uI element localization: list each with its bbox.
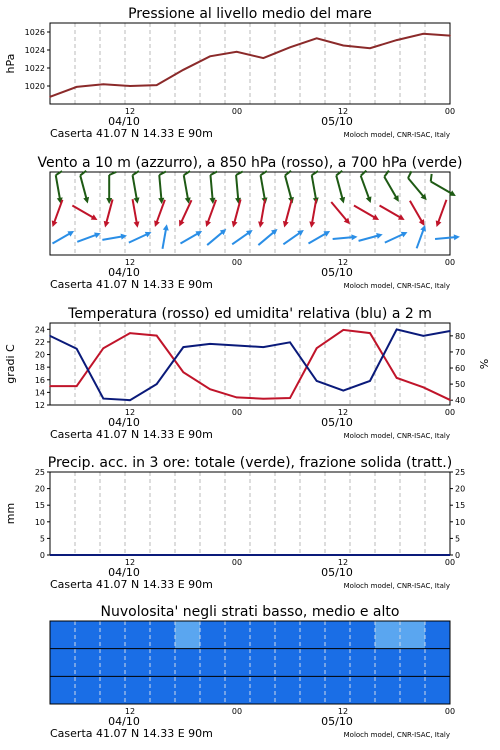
wind-head (454, 234, 461, 241)
humidity-point (263, 346, 265, 348)
panel-title: Vento a 10 m (azzurro), a 850 hPa (rosso), a 700 hPa (verde) (37, 155, 463, 171)
wind-arrow-10-m (128, 229, 153, 245)
wind-arrow-850-hPa (203, 199, 219, 228)
wind-arrow-10-m (414, 224, 428, 250)
x-tick-label: 00 (444, 408, 456, 417)
wind-arrow-850-hPa (281, 199, 294, 229)
wind-shaft (72, 206, 95, 219)
wind-arrow-850-hPa (130, 199, 141, 229)
pressure-point (449, 35, 451, 37)
y-tick-label: 20 (34, 350, 45, 360)
y-tick-label: 14 (34, 388, 45, 398)
wind-head (257, 221, 264, 228)
wind-shaft (184, 175, 189, 201)
y-tick-label: 15 (34, 501, 45, 511)
panel-title: Precip. acc. in 3 ore: totale (verde), frazione solida (tratt.) (47, 455, 453, 471)
temperature-point (396, 377, 398, 379)
date-label: 04/10 (108, 566, 140, 579)
wind-head (398, 214, 406, 222)
y-right-tick-label: 20 (455, 484, 466, 494)
wind-shaft (417, 228, 425, 249)
temperature-point (183, 371, 185, 373)
wind-arrow-10-m (102, 233, 128, 243)
humidity-point (103, 398, 105, 400)
wind-shaft (336, 175, 343, 200)
wind-head (50, 220, 58, 228)
wind-shaft (156, 200, 165, 224)
wind-arrow-10-m (435, 234, 460, 242)
y-tick-label: 1024 (24, 46, 45, 55)
y-tick-label: 25 (34, 468, 45, 477)
wind-arrow-10-m (230, 228, 254, 247)
wind-shaft (380, 206, 403, 219)
temperature-point (343, 329, 345, 331)
humidity-point (236, 345, 238, 347)
wind-shaft (180, 233, 199, 244)
wind-shaft (285, 175, 292, 200)
location-label: Caserta 41.07 N 14.33 E 90m (50, 727, 213, 740)
plot-area (50, 23, 450, 104)
x-tick-label: 12 (337, 258, 349, 267)
plot-frame (50, 323, 450, 405)
temperature-point (449, 399, 451, 401)
wind-arrow-700-hPa (333, 171, 351, 204)
model-credit: Moloch model, CNR-ISAC, Italy (343, 731, 450, 739)
wind-shaft (80, 175, 87, 200)
wind-head (94, 230, 102, 238)
wind-arrow-850-hPa (352, 203, 380, 223)
humidity-point (129, 399, 131, 401)
wind-shaft (236, 175, 238, 201)
cloud-cell-light (400, 621, 425, 649)
date-label: 05/10 (321, 266, 353, 279)
x-tick-label: 00 (444, 707, 456, 716)
cloud-cell-light (375, 621, 400, 649)
wind-arrow-10-m (358, 231, 384, 243)
wind-shaft (261, 175, 266, 201)
x-tick-label: 12 (337, 408, 349, 417)
x-tick-label: 00 (444, 558, 456, 567)
wind-arrow-700-hPa (77, 171, 95, 204)
wind-arrow-700-hPa (281, 171, 299, 204)
wind-head (376, 231, 383, 238)
x-tick-label: 12 (337, 558, 349, 567)
temperature-point (289, 397, 291, 399)
temperature-point (263, 398, 265, 400)
date-label: 05/10 (321, 115, 353, 128)
wind-head (163, 224, 170, 231)
y-axis-label: gradi C (4, 344, 17, 384)
wind-arrow-10-m (51, 228, 76, 246)
wind-shaft (312, 199, 317, 225)
wind-shaft (361, 176, 370, 200)
wind-head (177, 220, 185, 228)
wind-head (351, 234, 358, 241)
location-label: Caserta 41.07 N 14.33 E 90m (50, 428, 213, 441)
date-label: 04/10 (108, 266, 140, 279)
wind-shaft (258, 231, 275, 245)
y-tick-label: 0 (39, 551, 45, 560)
wind-arrow-700-hPa (233, 171, 246, 204)
wind-shaft (410, 201, 423, 224)
wind-shaft (435, 237, 457, 239)
x-tick-label: 00 (231, 558, 243, 567)
wind-arrow-10-m (307, 228, 332, 246)
wind-arrow-700-hPa (129, 171, 144, 204)
humidity-point (316, 380, 318, 382)
pressure-point (316, 38, 318, 40)
wind-shaft (312, 175, 317, 201)
wind-head (91, 214, 99, 222)
date-label: 05/10 (321, 566, 353, 579)
wind-head (339, 197, 346, 204)
wind-arrow-850-hPa (152, 199, 168, 228)
model-credit: Moloch model, CNR-ISAC, Italy (343, 432, 450, 440)
y-tick-label: 1026 (24, 28, 45, 37)
humidity-point (396, 329, 398, 331)
pressure-point (156, 84, 158, 86)
y-right-tick-label: 80 (455, 331, 466, 341)
wind-head (134, 221, 141, 228)
temperature-point (76, 385, 78, 387)
y-tick-label: 16 (34, 375, 45, 385)
wind-head (434, 220, 442, 228)
date-label: 04/10 (108, 115, 140, 128)
wind-head (372, 214, 380, 222)
model-credit: Moloch model, CNR-ISAC, Italy (343, 582, 450, 590)
wind-arrow-850-hPa (257, 199, 268, 229)
wind-shaft (261, 199, 266, 225)
humidity-point (49, 335, 51, 337)
temperature-point (423, 387, 425, 389)
humidity-point (449, 330, 451, 332)
wind-shaft (181, 200, 192, 224)
y-right-tick-label: 5 (455, 534, 461, 544)
wind-arrow-10-m (160, 224, 170, 250)
y-right-tick-label: 70 (455, 347, 466, 357)
wind-arrow-700-hPa (156, 171, 169, 204)
wind-arrow-700-hPa (52, 171, 67, 204)
date-label: 05/10 (321, 715, 353, 728)
wind-shaft (162, 227, 166, 249)
x-tick-label: 12 (124, 408, 136, 417)
wind-shaft (102, 236, 124, 240)
pressure-point (76, 86, 78, 88)
wind-shaft (285, 199, 292, 224)
wind-shaft (207, 231, 224, 245)
wind-head (152, 220, 160, 228)
wind-shaft (232, 232, 250, 245)
wind-arrow-850-hPa (71, 203, 99, 223)
humidity-point (76, 348, 78, 350)
wind-head (134, 197, 141, 204)
wind-shaft (331, 202, 348, 222)
wind-arrow-700-hPa (404, 171, 432, 202)
pressure-point (103, 83, 105, 85)
wind-arrow-700-hPa (380, 171, 405, 204)
pressure-point (263, 57, 265, 59)
temperature-point (103, 347, 105, 349)
wind-head (230, 221, 237, 228)
humidity-point (183, 346, 185, 348)
wind-shaft (159, 175, 161, 201)
wind-shaft (54, 200, 63, 224)
model-credit: Moloch model, CNR-ISAC, Italy (343, 282, 450, 290)
wind-head (308, 221, 315, 228)
location-label: Caserta 41.07 N 14.33 E 90m (50, 278, 213, 291)
wind-head (121, 233, 128, 240)
wind-barb (428, 174, 434, 182)
x-tick-label: 00 (231, 258, 243, 267)
date-label: 05/10 (321, 416, 353, 429)
y-right-axis-label: % (478, 358, 491, 370)
wind-head (419, 219, 427, 227)
y-right-tick-label: 40 (455, 396, 466, 406)
y-tick-label: 5 (39, 534, 45, 544)
pressure-point (369, 47, 371, 49)
temperature-point (156, 335, 158, 337)
y-tick-label: 22 (34, 337, 45, 347)
humidity-point (423, 335, 425, 337)
wind-barb (79, 171, 87, 176)
wind-head (203, 220, 211, 228)
wind-shaft (354, 206, 377, 219)
wind-head (281, 221, 288, 228)
wind-arrow-850-hPa (378, 203, 406, 223)
y-right-tick-label: 25 (455, 468, 466, 477)
wind-arrow-700-hPa (427, 174, 460, 199)
date-label: 04/10 (108, 416, 140, 429)
y-right-tick-label: 0 (455, 551, 461, 560)
x-tick-label: 00 (444, 107, 456, 116)
wind-shaft (333, 237, 355, 239)
wind-arrow-10-m (332, 234, 357, 242)
wind-arrow-850-hPa (177, 199, 195, 228)
x-tick-label: 12 (337, 707, 349, 716)
y-tick-label: 12 (34, 401, 45, 410)
wind-head (401, 229, 409, 237)
wind-shaft (77, 234, 98, 242)
y-tick-label: 20 (34, 484, 45, 494)
panel-title: Pressione al livello medio del mare (128, 6, 372, 22)
wind-shaft (384, 177, 397, 200)
temperature-point (316, 347, 318, 349)
wind-shaft (385, 233, 405, 242)
wind-shaft (133, 199, 138, 225)
wind-arrow-700-hPa (106, 172, 116, 204)
y-axis-label: mm (4, 502, 17, 525)
wind-arrow-10-m (76, 230, 102, 244)
x-tick-label: 00 (231, 408, 243, 417)
wind-arrow-850-hPa (407, 199, 427, 227)
x-tick-label: 12 (124, 107, 136, 116)
wind-shaft (133, 175, 138, 201)
wind-head (83, 197, 90, 204)
y-tick-label: 24 (34, 325, 45, 335)
x-tick-label: 12 (337, 107, 349, 116)
wind-shaft (283, 232, 301, 245)
wind-shaft (408, 178, 425, 198)
wind-arrow-850-hPa (329, 200, 352, 226)
wind-arrow-10-m (384, 229, 409, 245)
wind-head (366, 196, 374, 204)
x-tick-label: 00 (231, 107, 243, 116)
humidity-point (209, 343, 211, 345)
wind-barb (284, 171, 292, 176)
humidity-point (289, 341, 291, 343)
pressure-point (343, 45, 345, 47)
humidity-point (369, 380, 371, 382)
pressure-point (289, 47, 291, 49)
date-label: 04/10 (108, 715, 140, 728)
y-right-tick-label: 15 (455, 501, 466, 511)
wind-arrow-10-m (282, 228, 306, 247)
pressure-point (129, 85, 131, 87)
humidity-point (343, 390, 345, 392)
x-tick-label: 12 (124, 258, 136, 267)
wind-shaft (359, 235, 380, 241)
wind-shaft (56, 175, 61, 201)
pressure-point (236, 51, 238, 53)
y-tick-label: 1020 (24, 82, 45, 91)
wind-shaft (234, 199, 241, 224)
wind-arrow-10-m (256, 227, 279, 248)
wind-arrow-850-hPa (50, 199, 66, 228)
model-credit: Moloch model, CNR-ISAC, Italy (343, 131, 450, 139)
temperature-point (369, 332, 371, 334)
pressure-point (396, 39, 398, 41)
cloud-cell-light (175, 621, 200, 649)
temperature-point (209, 388, 211, 390)
x-tick-label: 00 (231, 707, 243, 716)
panel-title: Temperatura (rosso) ed umidita' relativa (blu) a 2 m (68, 306, 432, 322)
wind-arrow-850-hPa (434, 199, 450, 228)
y-right-tick-label: 60 (455, 364, 466, 374)
wind-shaft (210, 175, 212, 201)
temperature-point (129, 332, 131, 334)
y-tick-label: 18 (34, 363, 45, 373)
pressure-point (49, 96, 51, 98)
temperature-point (49, 385, 51, 387)
x-tick-label: 12 (124, 707, 136, 716)
y-tick-label: 10 (34, 517, 45, 527)
wind-shaft (129, 233, 149, 242)
wind-shaft (52, 233, 71, 244)
x-tick-label: 12 (124, 558, 136, 567)
wind-arrow-850-hPa (230, 199, 243, 229)
wind-arrow-700-hPa (207, 171, 220, 204)
y-right-tick-label: 50 (455, 380, 466, 390)
wind-barb (335, 171, 343, 176)
x-tick-label: 00 (444, 258, 456, 267)
wind-head (102, 221, 109, 228)
wind-shaft (438, 200, 447, 224)
wind-barb (360, 171, 368, 176)
wind-head (145, 229, 153, 237)
pressure-point (183, 69, 185, 71)
wind-arrow-700-hPa (180, 171, 195, 204)
panel-title: Nuvolosita' negli strati basso, medio e alto (100, 604, 400, 620)
y-right-tick-label: 10 (455, 517, 466, 527)
pressure-point (423, 33, 425, 35)
wind-head (67, 228, 75, 236)
location-label: Caserta 41.07 N 14.33 E 90m (50, 127, 213, 140)
humidity-point (156, 383, 158, 385)
pressure-point (209, 56, 211, 58)
wind-shaft (207, 200, 216, 224)
location-label: Caserta 41.07 N 14.33 E 90m (50, 578, 213, 591)
wind-arrow-700-hPa (357, 171, 377, 204)
y-axis-label: hPa (4, 53, 17, 74)
wind-arrow-850-hPa (308, 199, 319, 229)
temperature-point (236, 397, 238, 399)
y-tick-label: 1022 (24, 64, 45, 73)
